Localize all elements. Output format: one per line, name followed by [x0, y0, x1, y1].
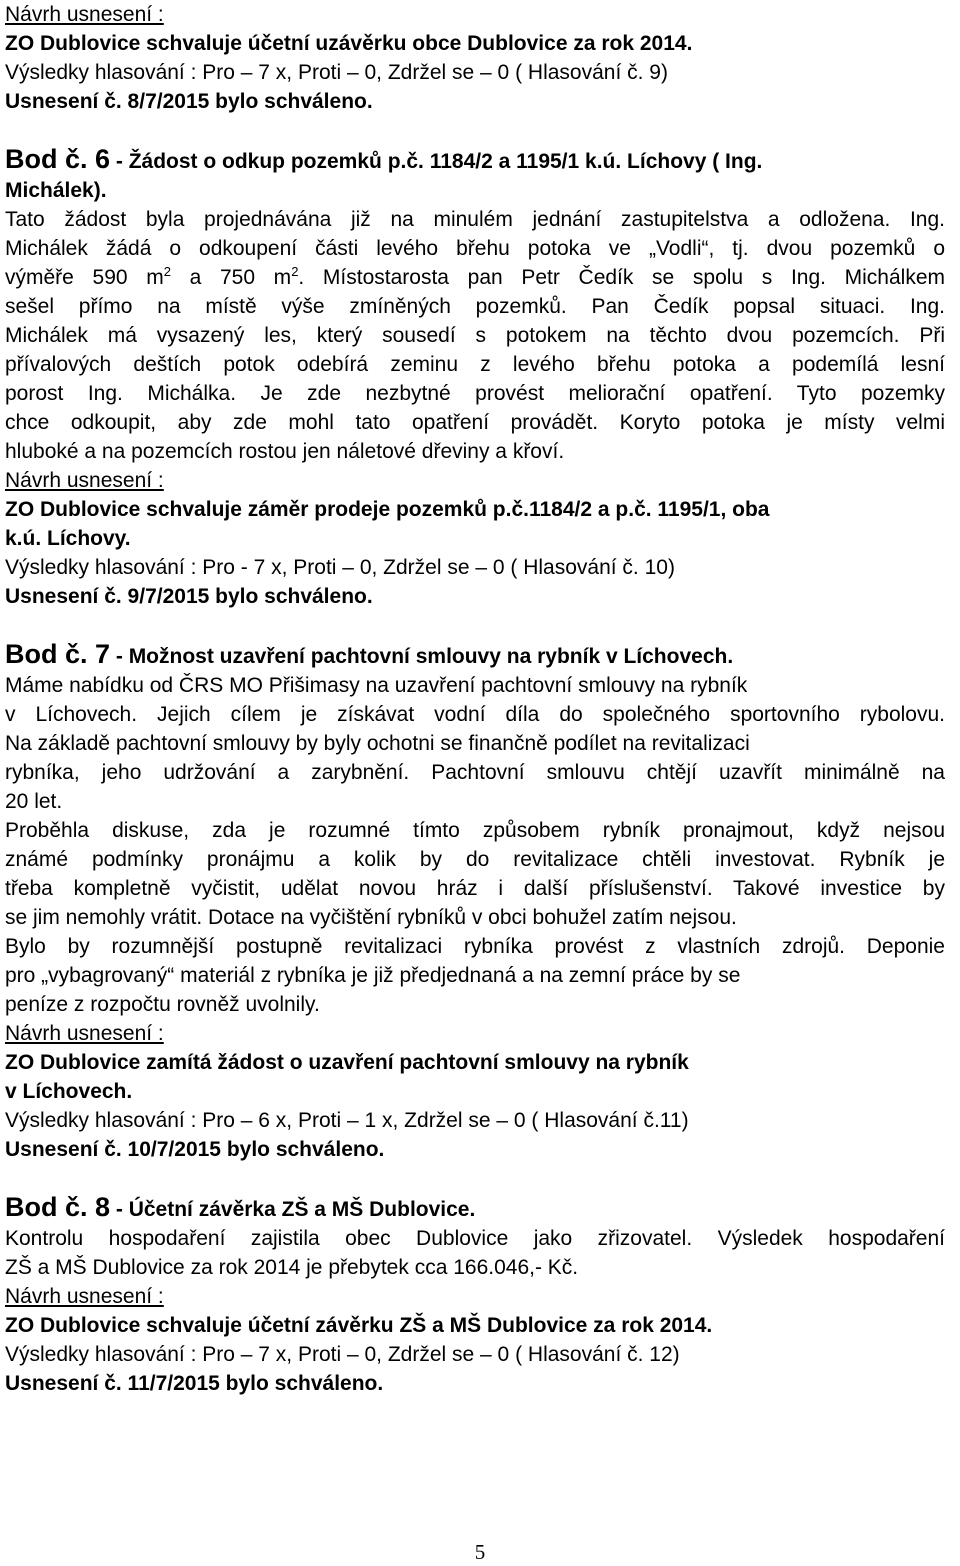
vote-results: Výsledky hlasování : Pro – 6 x, Proti – 1 x, Zdržel se – 0 ( Hlasování č.11): [5, 1109, 689, 1132]
resolution-text: ZO Dublovice schvaluje záměr prodeje pozemků p.č.1184/2 a p.č. 1195/1, oba: [5, 498, 770, 521]
agenda-item-title: - Žádost o odkup pozemků p.č. 1184/2 a 1195/1 k.ú. Líchovy ( Ing.: [110, 150, 763, 173]
resolution-approved: Usnesení č. 9/7/2015 bylo schváleno.: [5, 585, 373, 608]
resolution-text-cont: k.ú. Líchovy.: [5, 527, 131, 550]
paragraph-line: sešel přímo na místě výše zmíněných pozemků. Pan Čedík popsal situaci. Ing.: [5, 295, 945, 318]
paragraph-line: přívalových deštích potok odebírá zeminu z levého břehu potoka a podemílá lesní: [5, 353, 945, 376]
paragraph-line: porost Ing. Michálka. Je zde nezbytné provést meliorační opatření. Tyto pozemky: [5, 382, 945, 405]
agenda-item-8-heading: [5, 1193, 475, 1224]
paragraph-line: třeba kompletně vyčistit, udělat novou hráz i další příslušenství. Takové investice by: [5, 877, 945, 900]
agenda-item-number: Bod č. 6: [5, 144, 111, 174]
paragraph-line: Michálek má vysazený les, který sousedí s potokem na těchto dvou pozemcích. Při: [5, 324, 945, 347]
paragraph-line: známé podmínky pronájmu a kolik by do revitalizace chtěli investovat. Rybník je: [5, 848, 945, 871]
paragraph-line: chce odkoupit, aby zde mohl tato opatření provádět. Koryto potoka je místy velmi: [5, 411, 945, 434]
resolution-text: ZO Dublovice zamítá žádost o uzavření pachtovní smlouvy na rybník: [5, 1051, 689, 1074]
agenda-item-6-heading: [5, 145, 762, 176]
agenda-item-number: Bod č. 8: [5, 1192, 111, 1222]
resolution-proposal-label: Návrh usnesení :: [5, 469, 164, 492]
paragraph-line: Bylo by rozumnější postupně revitalizaci rybníka provést z vlastních zdrojů. Deponie: [5, 935, 945, 958]
paragraph-line: Proběhla diskuse, zda je rozumné tímto způsobem rybník pronajmout, když nejsou: [5, 819, 945, 842]
superscript: 2: [163, 264, 171, 279]
vote-results: Výsledky hlasování : Pro - 7 x, Proti – 0, Zdržel se – 0 ( Hlasování č. 10): [5, 556, 675, 579]
paragraph-line: Na základě pachtovní smlouvy by byly ochotni se finančně podílet na revitalizaci: [5, 732, 750, 755]
paragraph-line: [5, 263, 945, 292]
agenda-item-title-cont: Michálek).: [5, 179, 107, 202]
text-span: výměře 590 m: [5, 266, 164, 289]
paragraph-line: Michálek žádá o odkoupení části levého břehu potoka ve „Vodli“, tj. dvou pozemků o: [5, 237, 945, 260]
agenda-item-7-heading: [5, 640, 733, 671]
resolution-text: ZO Dublovice schvaluje účetní závěrku ZŠ a MŠ Dublovice za rok 2014.: [5, 1314, 713, 1337]
paragraph-line: peníze z rozpočtu rovněž uvolnily.: [5, 993, 320, 1016]
resolution-approved: Usnesení č. 10/7/2015 bylo schváleno.: [5, 1138, 385, 1161]
resolution-text: ZO Dublovice schvaluje účetní uzávěrku obce Dublovice za rok 2014.: [5, 32, 693, 55]
paragraph-line: Máme nabídku od ČRS MO Přišimasy na uzavření pachtovní smlouvy na rybník: [5, 674, 748, 697]
resolution-proposal-label: Návrh usnesení :: [5, 3, 164, 26]
vote-results: Výsledky hlasování : Pro – 7 x, Proti – 0, Zdržel se – 0 ( Hlasování č. 9): [5, 61, 668, 84]
paragraph-line: se jim nemohly vrátit. Dotace na vyčištění rybníků v obci bohužel zatím nejsou.: [5, 906, 737, 929]
resolution-approved: Usnesení č. 11/7/2015 bylo schváleno.: [5, 1372, 384, 1395]
paragraph-line: rybníka, jeho udržování a zarybnění. Pachtovní smlouvu chtějí uzavřít minimálně na: [5, 761, 945, 784]
resolution-text-cont: v Líchovech.: [5, 1080, 133, 1103]
paragraph-line: hluboké a na pozemcích rostou jen náletové dřeviny a křoví.: [5, 440, 565, 463]
paragraph-line: 20 let.: [5, 790, 63, 813]
resolution-proposal-label: Návrh usnesení :: [5, 1022, 164, 1045]
resolution-proposal-label: Návrh usnesení :: [5, 1285, 164, 1308]
paragraph-line: v Líchovech. Jejich cílem je získávat vodní díla do společného sportovního rybolovu.: [5, 703, 945, 726]
text-span: . Místostarosta pan Petr Čedík se spolu s Ing. Michálkem: [298, 266, 946, 289]
text-span: a 750 m: [170, 266, 292, 289]
paragraph-line: ZŠ a MŠ Dublovice za rok 2014 je přebytek cca 166.046,- Kč.: [5, 1256, 579, 1279]
agenda-item-title: - Účetní závěrka ZŠ a MŠ Dublovice.: [110, 1198, 476, 1221]
resolution-approved: Usnesení č. 8/7/2015 bylo schváleno.: [5, 90, 373, 113]
page-number: 5: [474, 1540, 486, 1564]
paragraph-line: Kontrolu hospodaření zajistila obec Dublovice jako zřizovatel. Výsledek hospodaření: [5, 1227, 945, 1250]
agenda-item-title: - Možnost uzavření pachtovní smlouvy na rybník v Líchovech.: [110, 645, 734, 668]
vote-results: Výsledky hlasování : Pro – 7 x, Proti – 0, Zdržel se – 0 ( Hlasování č. 12): [5, 1343, 680, 1366]
paragraph-line: pro „vybagrovaný“ materiál z rybníka je již předjednaná a na zemní práce by se: [5, 964, 741, 987]
paragraph-line: Tato žádost byla projednávána již na minulém jednání zastupitelstva a odložena. Ing.: [5, 208, 945, 231]
agenda-item-number: Bod č. 7: [5, 639, 111, 669]
superscript: 2: [291, 264, 299, 279]
